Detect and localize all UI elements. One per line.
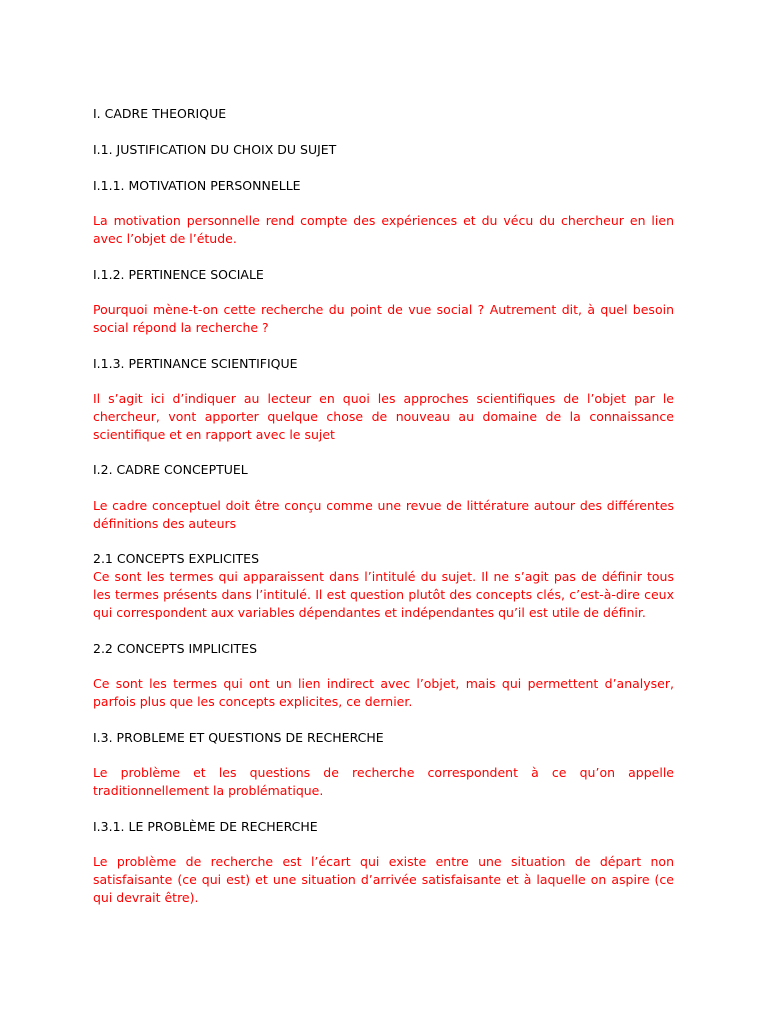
heading-concepts-implicites: 2.2 CONCEPTS IMPLICITES [93,641,258,656]
heading-probleme-questions-recherche: I.3. PROBLEME ET QUESTIONS DE RECHERCHE [93,730,384,745]
paragraph-concepts-explicites: Ce sont les termes qui apparaissent dans l’intitulé du sujet. Il ne s’agit pas de définir tous les termes présents dans l’intitulé. Il est question plutôt des concepts clés, c’est-à-dire ceux qui correspondent aux variables dépendantes et indépendantes qu’il est utile de définir. [93,569,674,620]
heading-concepts-explicites: 2.1 CONCEPTS EXPLICITES [93,551,260,566]
paragraph-probleme-questions-recherche: Le problème et les questions de recherche correspondent à ce qu’on appelle traditionnellement la problématique. [93,765,674,798]
heading-justification-choix-sujet: I.1. JUSTIFICATION DU CHOIX DU SUJET [93,142,337,157]
heading-cadre-conceptuel: I.2. CADRE CONCEPTUEL [93,462,248,477]
paragraph-cadre-conceptuel: Le cadre conceptuel doit être conçu comme une revue de littérature autour des différentes définitions des auteurs [93,498,674,531]
heading-motivation-personnelle: I.1.1. MOTIVATION PERSONNELLE [93,178,301,193]
heading-pertinance-scientifique: I.1.3. PERTINANCE SCIENTIFIQUE [93,356,298,371]
paragraph-motivation-personnelle: La motivation personnelle rend compte des expériences et du vécu du chercheur en lien avec l’objet de l’étude. [93,213,674,246]
paragraph-concepts-implicites: Ce sont les termes qui ont un lien indirect avec l’objet, mais qui permettent d’analyser, parfois plus que les concepts explicites, ce dernier. [93,676,674,709]
heading-pertinence-sociale: I.1.2. PERTINENCE SOCIALE [93,267,264,282]
paragraph-pertinance-scientifique: Il s’agit ici d’indiquer au lecteur en quoi les approches scientifiques de l’objet par le chercheur, vont apporter quelque chose de nouveau au domaine de la connaissance scientifique et en rapport avec le sujet [93,391,674,442]
heading-cadre-theorique: I. CADRE THEORIQUE [93,106,227,121]
paragraph-pertinence-sociale: Pourquoi mène-t-on cette recherche du point de vue social ? Autrement dit, à quel besoin social répond la recherche ? [93,302,674,335]
heading-probleme-de-recherche: I.3.1. LE PROBLÈME DE RECHERCHE [93,819,318,834]
paragraph-probleme-de-recherche: Le problème de recherche est l’écart qui existe entre une situation de départ non satisfaisante (ce qui est) et une situation d’arrivée satisfaisante et à laquelle on aspire (ce qui devrait être). [93,854,674,905]
